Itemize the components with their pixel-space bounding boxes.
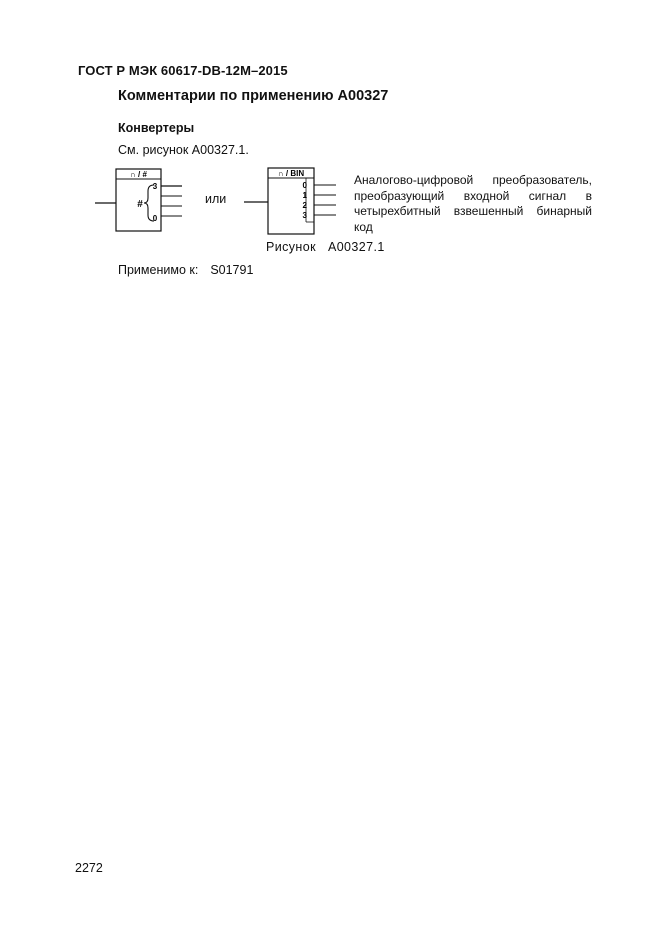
subsection-title: Конвертеры (118, 121, 195, 135)
standard-code: ГОСТ Р МЭК 60617-DB-12M–2015 (78, 63, 288, 78)
symbol-b-output-label: 1 (302, 191, 307, 200)
symbol-a-qualifier: ∩ / # (130, 170, 147, 179)
symbol-description: Аналогово-цифровой преобразователь, преобразующий входной сигнал в четырехбитный взвешенный бинарный код (354, 173, 592, 234)
symbol-b-output-label: 3 (302, 211, 307, 220)
converter-symbol-a (95, 167, 185, 235)
symbol-a-output-bottom: 0 (152, 214, 158, 223)
symbol-a-output-top: 3 (152, 182, 158, 191)
converter-symbol-b (244, 164, 338, 238)
applicable-value: S01791 (210, 263, 254, 277)
or-label: или (205, 192, 227, 206)
symbol-b-output-label: 2 (302, 201, 307, 210)
page-number: 2272 (75, 861, 103, 875)
symbol-a-input-mark: # (137, 199, 143, 210)
applicable-to (118, 263, 253, 277)
symbol-b-qualifier: ∩ / BIN (277, 169, 305, 178)
section-title: Комментарии по применению A00327 (118, 88, 389, 104)
figure-caption (266, 240, 385, 254)
figure-reference: См. рисунок A00327.1. (118, 143, 249, 157)
applicable-label: Применимо к: (118, 263, 199, 277)
symbol-b-output-label: 0 (302, 181, 307, 190)
figure-caption-word: Рисунок (266, 240, 316, 254)
figure-caption-number: A00327.1 (327, 240, 385, 254)
